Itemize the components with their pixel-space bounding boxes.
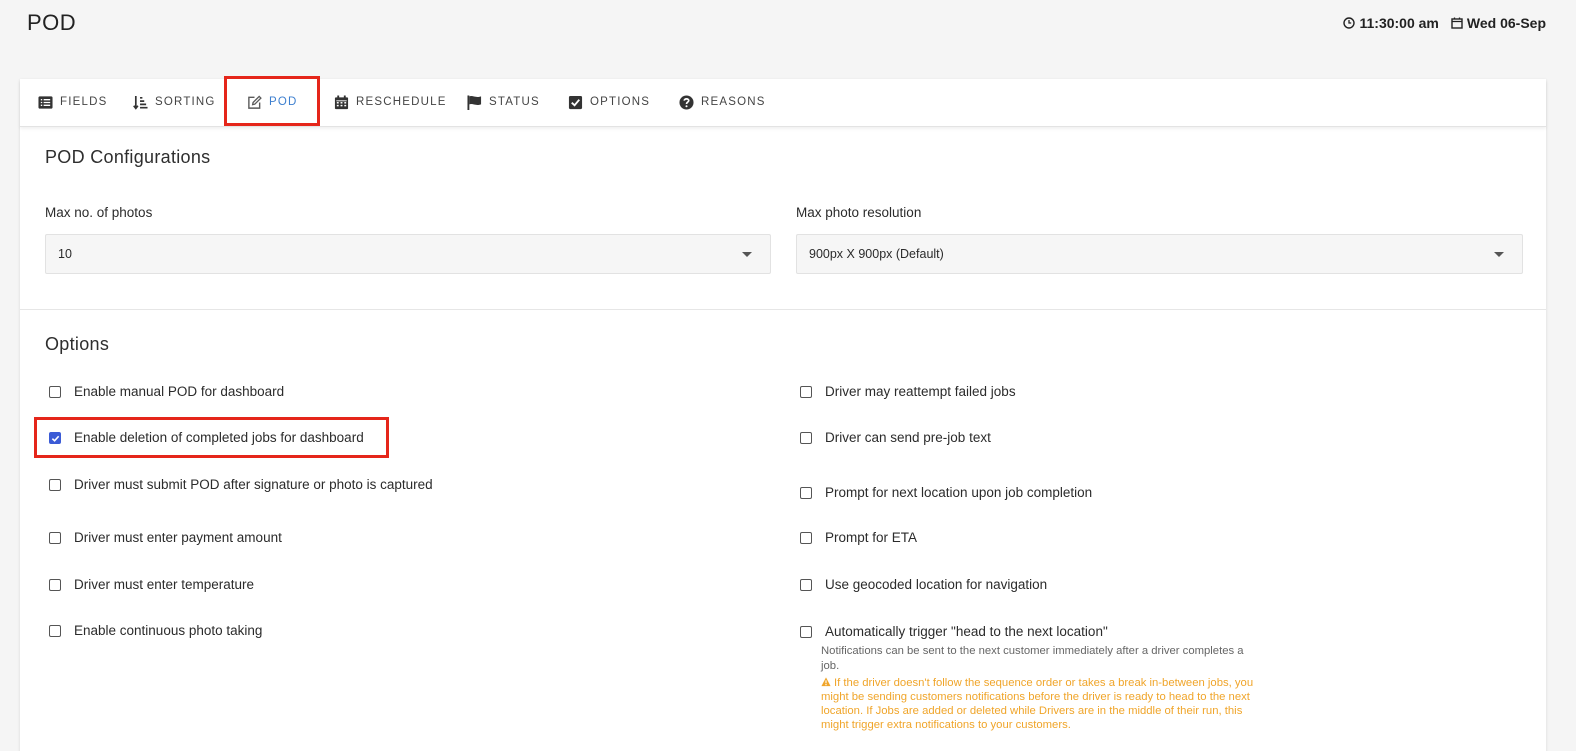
tab-bar — [20, 79, 1546, 127]
tab-fields[interactable] — [38, 79, 107, 125]
current-time: 11:30:00 am — [1359, 15, 1439, 31]
checkbox[interactable] — [49, 579, 61, 591]
settings-card — [20, 79, 1546, 751]
checkbox[interactable] — [49, 386, 61, 398]
option-label: Use geocoded location for navigation — [825, 577, 1048, 592]
checkbox[interactable] — [49, 625, 61, 637]
tab-options[interactable] — [568, 79, 650, 125]
checkbox[interactable] — [49, 532, 61, 544]
tab-status[interactable] — [467, 79, 540, 125]
checkbox[interactable] — [800, 487, 812, 499]
list-icon — [38, 95, 53, 110]
checkbox[interactable] — [800, 432, 812, 444]
chevron-down-icon — [1494, 252, 1504, 257]
tab-label: REASONS — [701, 96, 766, 108]
tab-label: SORTING — [155, 96, 216, 108]
checkbox[interactable] — [49, 479, 61, 491]
max-photos-select[interactable] — [45, 234, 771, 274]
option-continuous-photo[interactable] — [49, 623, 262, 638]
option-label: Enable continuous photo taking — [74, 623, 263, 638]
tab-reschedule[interactable] — [334, 79, 447, 125]
flag-icon — [467, 95, 482, 110]
max-photos-label: Max no. of photos — [45, 205, 153, 220]
calendar-icon — [334, 95, 349, 110]
option-label: Driver must enter temperature — [74, 577, 255, 592]
tab-label: RESCHEDULE — [356, 96, 447, 108]
clock-display — [1343, 15, 1546, 31]
warning-icon — [821, 677, 831, 687]
option-label: Prompt for ETA — [825, 530, 918, 545]
tab-label: STATUS — [489, 96, 540, 108]
option-label: Prompt for next location upon job completion — [825, 485, 1093, 500]
option-label: Enable manual POD for dashboard — [74, 384, 285, 399]
option-auto-trigger-next-location[interactable] — [800, 624, 1108, 639]
tab-reasons[interactable] — [679, 79, 766, 125]
top-bar — [0, 0, 1576, 48]
warning-text: If the driver doesn't follow the sequence order or takes a break in-between jobs, you might be sending customers notifications before the driver is ready to head to the next location. If Jobs are added or deleted while Drivers are in the middle of their run, this might trigger extra notifications to your customers. — [821, 677, 1254, 731]
option-label: Driver must submit POD after signature or photo is captured — [74, 477, 433, 492]
option-label: Driver must enter payment amount — [74, 530, 282, 545]
option-submit-pod-after-capture[interactable] — [49, 477, 433, 492]
tab-label: FIELDS — [60, 96, 108, 108]
deletion-option-highlight-box — [34, 417, 389, 458]
option-enter-payment-amount[interactable] — [49, 530, 282, 545]
pod-config-title: POD Configurations — [45, 147, 211, 167]
current-date: Wed 06-Sep — [1466, 15, 1546, 31]
checkbox[interactable] — [800, 532, 812, 544]
auto-trigger-warning — [821, 676, 1261, 732]
page-title: POD — [27, 10, 77, 35]
option-label: Driver can send pre-job text — [825, 430, 991, 445]
auto-trigger-note: Notifications can be sent to the next customer immediately after a driver completes a job. — [821, 645, 1244, 672]
calendar-small-icon — [1451, 17, 1463, 29]
option-enable-manual-pod[interactable] — [49, 384, 284, 399]
section-divider — [20, 309, 1546, 310]
option-geocoded-navigation[interactable] — [800, 577, 1047, 592]
option-prompt-eta[interactable] — [800, 530, 917, 545]
checkbox[interactable] — [800, 579, 812, 591]
tab-label: POD — [269, 96, 298, 108]
options-title: Options — [45, 334, 110, 354]
tab-label: OPTIONS — [590, 96, 651, 108]
option-prompt-next-location[interactable] — [800, 485, 1092, 500]
tab-sorting[interactable] — [133, 79, 216, 125]
option-reattempt-failed-jobs[interactable] — [800, 384, 1016, 399]
max-resolution-value: 900px X 900px (Default) — [809, 247, 944, 261]
option-pre-job-text[interactable] — [800, 430, 991, 445]
checkbox[interactable] — [800, 386, 812, 398]
max-photos-value: 10 — [58, 247, 72, 261]
chevron-down-icon — [742, 252, 752, 257]
option-enter-temperature[interactable] — [49, 577, 254, 592]
checkbox-icon — [568, 95, 583, 110]
question-icon — [679, 95, 694, 110]
pod-tab-highlight-box — [224, 76, 320, 126]
option-label: Enable deletion of completed jobs for dashboard — [74, 430, 364, 445]
clock-icon — [1343, 17, 1355, 29]
checkbox[interactable] — [800, 626, 812, 638]
option-label: Driver may reattempt failed jobs — [825, 384, 1016, 399]
sort-icon — [133, 95, 148, 110]
option-label: Automatically trigger "head to the next location" — [825, 624, 1108, 639]
max-resolution-select[interactable] — [796, 234, 1523, 274]
max-resolution-label: Max photo resolution — [796, 205, 922, 220]
